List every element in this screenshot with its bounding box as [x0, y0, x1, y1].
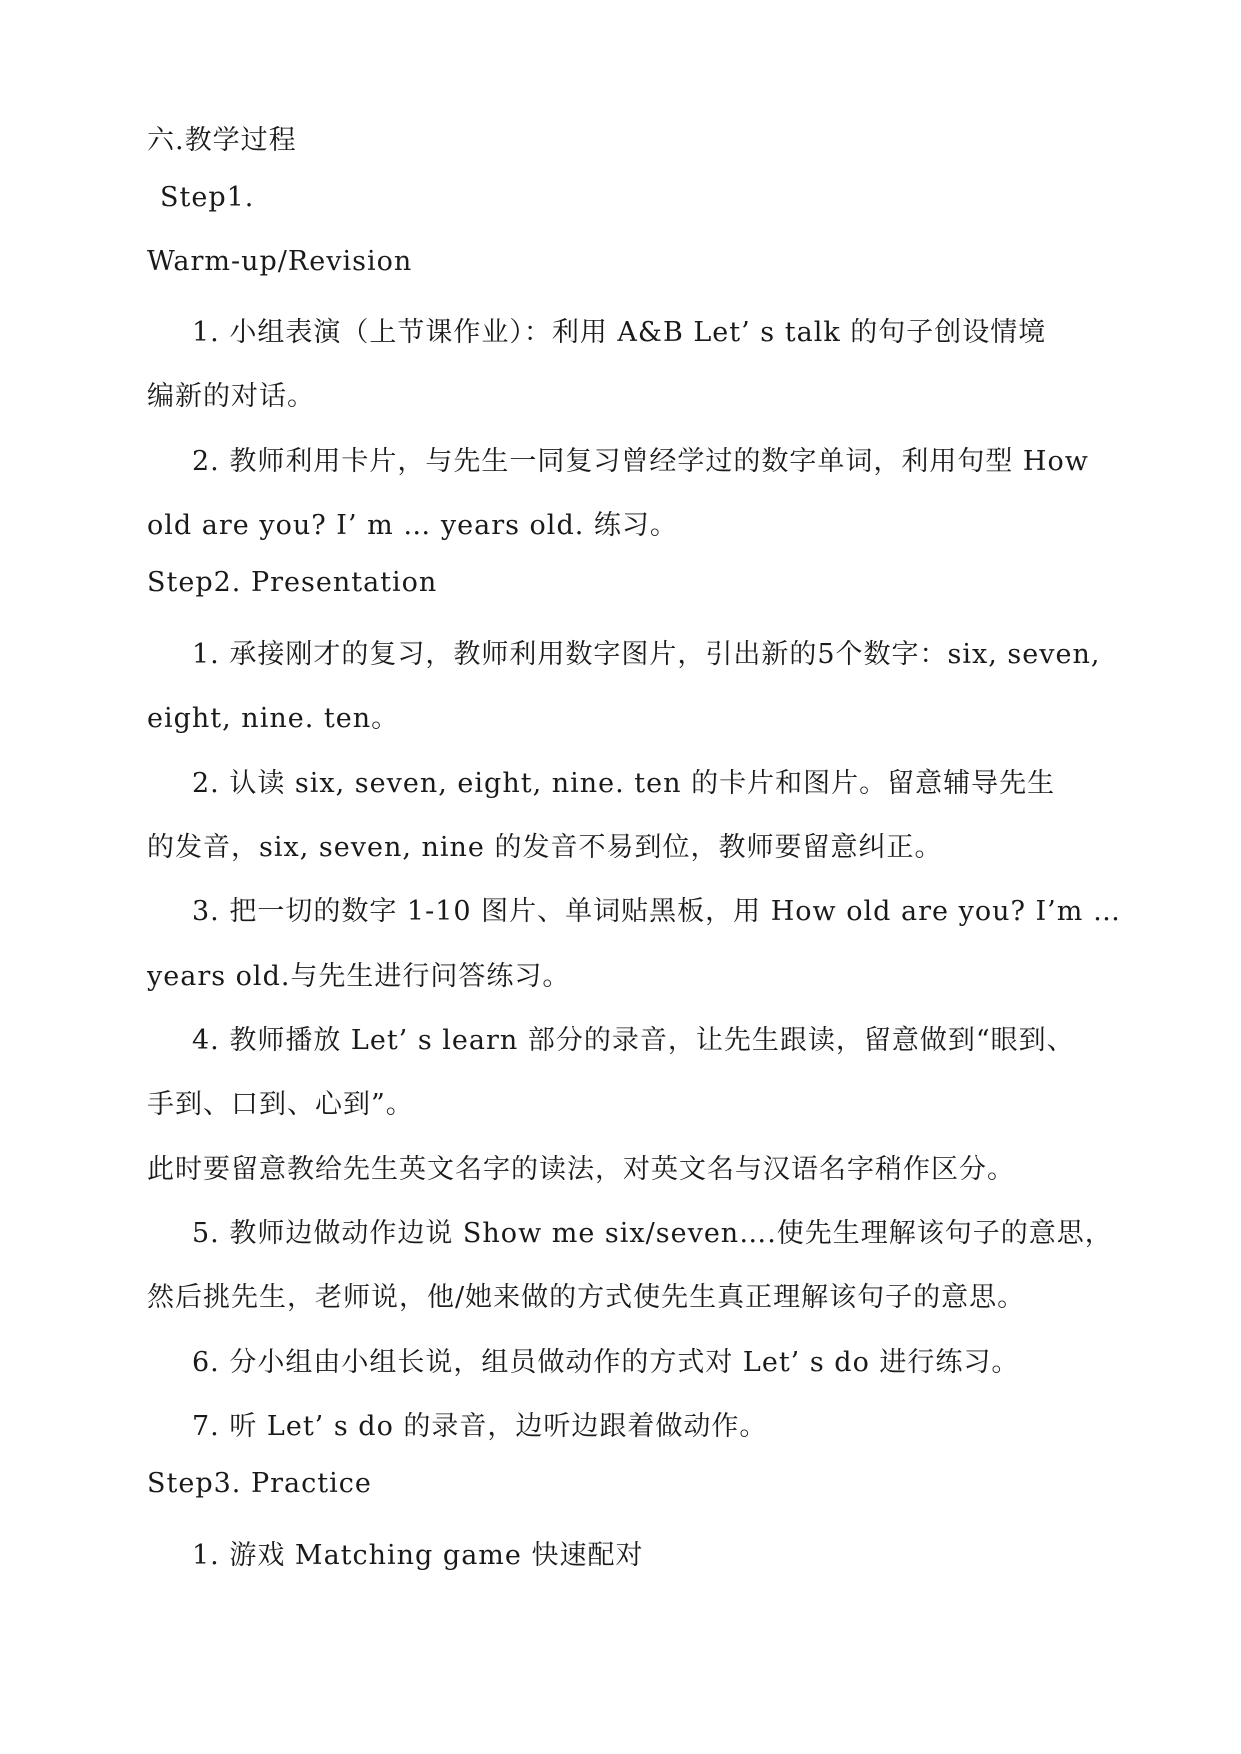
- step3-item-1: 1. 游戏 Matching game 快速配对: [192, 1540, 644, 1571]
- step1-item-2-line-1: 2. 教师利用卡片，与先生一同复习曾经学过的数字单词，利用句型 How: [192, 446, 1089, 477]
- section-title: 六.教学过程: [147, 125, 297, 156]
- step1-item-1-line-1: 1. 小组表演（上节课作业）：利用 A&B Let’ s talk 的句子创设情境: [192, 317, 1047, 348]
- step2-item-3-line-2: years old.与先生进行问答练习。: [147, 961, 571, 992]
- step2-item-7: 7. 听 Let’ s do 的录音，边听边跟着做动作。: [192, 1411, 768, 1442]
- step2-item-3-line-1: 3. 把一切的数字 1-10 图片、单词贴黑板，用 How old are you? I’m …: [192, 896, 1121, 927]
- step2-item-4-line-2: 手到、口到、心到”。: [147, 1089, 414, 1120]
- step2-title: Step2. Presentation: [147, 567, 438, 598]
- step2-item-5-line-1: 5. 教师边做动作边说 Show me six/seven….使先生理解该句子的意思，: [192, 1218, 1113, 1249]
- step2-item-2-line-2: 的发音，six, seven, nine 的发音不易到位，教师要留意纠正。: [147, 832, 943, 863]
- step2-item-1-line-1: 1. 承接刚才的复习，教师利用数字图片，引出新的5个数字：six, seven,: [192, 639, 1101, 670]
- step1-label: Step1.: [160, 182, 255, 213]
- step1-item-1-line-2: 编新的对话。: [147, 381, 315, 412]
- step2-item-5-line-2: 然后挑先生，老师说，他/她来做的方式使先生真正理解该句子的意思。: [147, 1282, 1026, 1313]
- step2-item-1-line-2: eight, nine. ten。: [147, 703, 400, 734]
- step1-title: Warm-up/Revision: [147, 246, 413, 277]
- step2-note: 此时要留意教给先生英文名字的读法，对英文名与汉语名字稍作区分。: [147, 1154, 1015, 1185]
- step1-item-2-line-2: old are you? I’ m … years old. 练习。: [147, 510, 678, 541]
- step2-item-6: 6. 分小组由小组长说，组员做动作的方式对 Let’ s do 进行练习。: [192, 1347, 1020, 1378]
- step3-title: Step3. Practice: [147, 1468, 372, 1499]
- step2-item-2-line-1: 2. 认读 six, seven, eight, nine. ten 的卡片和图片。留意辅导先生: [192, 768, 1056, 799]
- step2-item-4-line-1: 4. 教师播放 Let’ s learn 部分的录音，让先生跟读，留意做到“眼到、: [192, 1025, 1075, 1056]
